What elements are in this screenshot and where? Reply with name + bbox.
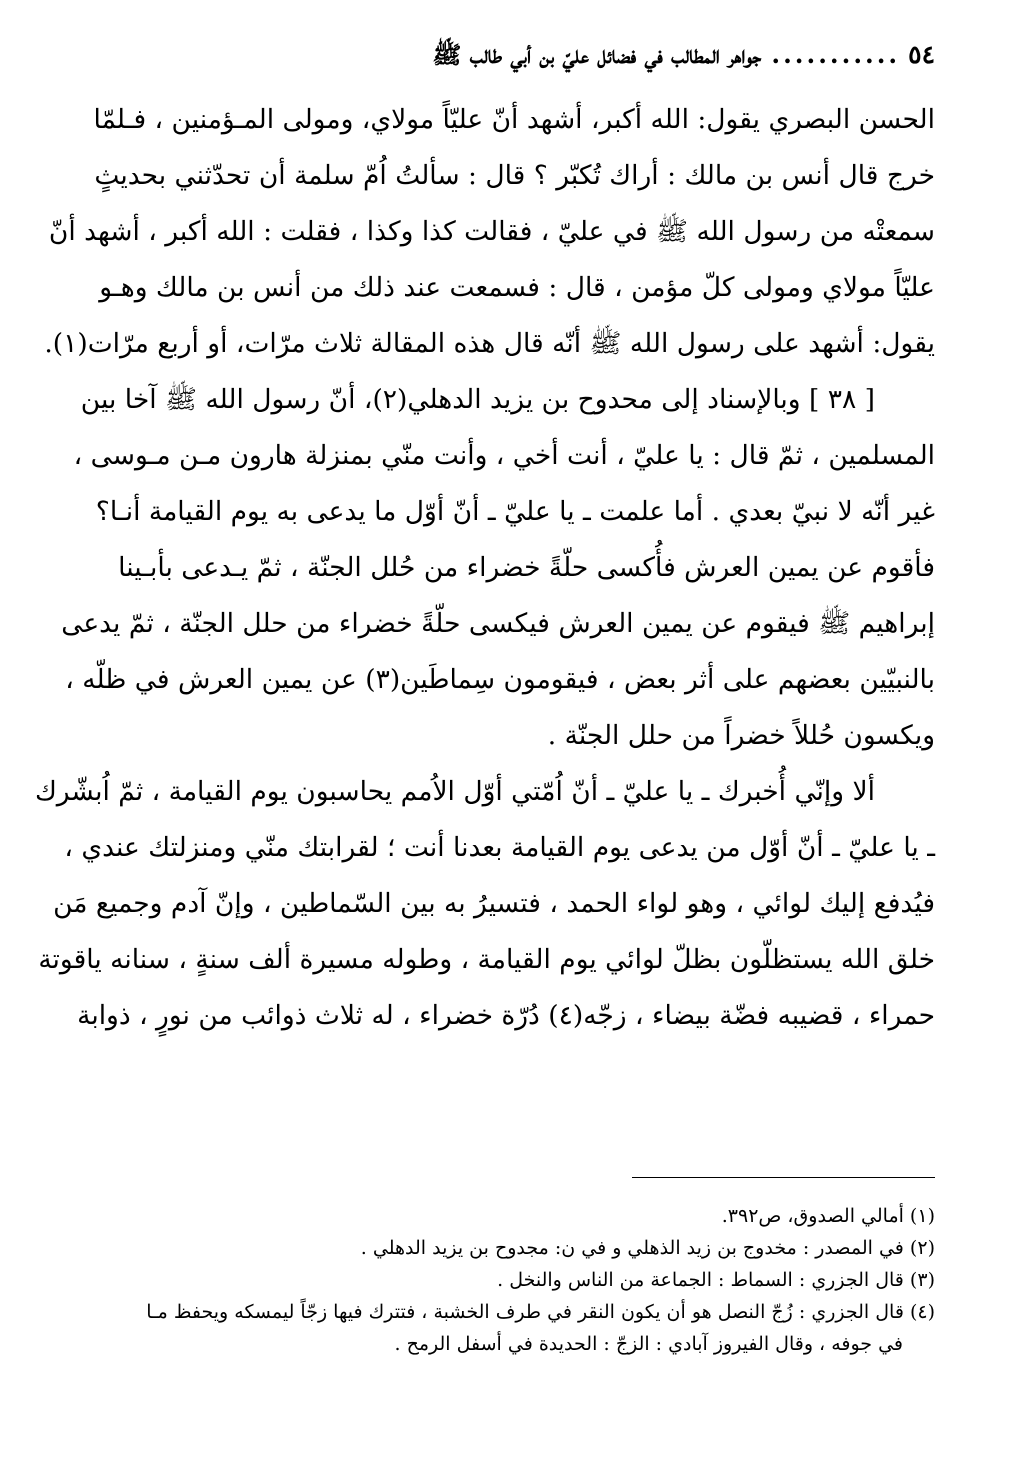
text-line: خلق الله يستظلّون بظلّ لوائي يوم القيامة ، وطوله مسيرة ألف سنةٍ ، سنانه ياقوتة	[38, 944, 935, 975]
footnote-4-continued: في جوفه ، وقال الفيروز آبادي : الزجّ : الحديدة في أسفل الرمح .	[394, 1333, 903, 1355]
text-line: يقول: أشهد على رسول الله ﷺ أنّه قال هذه المقالة ثلاث مرّات، أو أربع مرّات(١).	[44, 328, 935, 359]
text-line: فيُدفع إليك لوائي ، وهو لواء الحمد ، فتسيرُ به بين السّماطين ، وإنّ آدم وجميع مَن	[53, 888, 935, 919]
text-line: فأقوم عن يمين العرش فأُكسى حلّةً خضراء من حُلل الجنّة ، ثمّ يـدعى بأبـينا	[118, 552, 935, 583]
text-line: المسلمين ، ثمّ قال : يا عليّ ، أنت أخي ، وأنت منّي بمنزلة هارون مـن مـوسى ،	[73, 440, 935, 471]
text-line: عليّاً مولاي ومولى كلّ مؤمن ، قال : فسمعت عند ذلك من أنس بن مالك وهـو	[99, 272, 935, 303]
text-line: ـ يا عليّ ـ أنّ أوّل من يدعى يوم القيامة بعدنا أنت ؛ لقرابتك منّي ومنزلتك عندي ،	[64, 832, 935, 863]
header-dots: ...........	[771, 40, 901, 69]
text-line: سمعتْه من رسول الله ﷺ في عليّ ، فقالت كذا وكذا ، فقلت : الله أكبر ، أشهد أنّ	[48, 216, 935, 247]
text-line: إبراهيم ﷺ فيقوم عن يمين العرش فيكسى حلّةً خضراء من حلل الجنّة ، ثمّ يدعى	[61, 608, 935, 639]
text-line-paragraph-start: ألا وإنّي أُخبرك ـ يا عليّ ـ أنّ اُمّتي أوّل الاُمم يحاسبون يوم القيامة ، ثمّ اُبشّرك	[34, 776, 875, 807]
page	[34, 40, 935, 1450]
text-line: حمراء ، قضيبه فضّة بيضاء ، زجّه(٤) دُرّة خضراء ، له ثلاث ذوائب من نورٍ ، ذوابة	[77, 1000, 935, 1031]
text-line: الحسن البصري يقول: الله أكبر، أشهد أنّ عليّاً مولاي، ومولى المـؤمنين ، فـلمّا	[93, 104, 935, 135]
text-line: خرج قال أنس بن مالك : أراك تُكبّر ؟ قال : سألتُ اُمّ سلمة أن تحدّثني بحديثٍ	[94, 160, 935, 191]
footnote-3: (٣) قال الجزري : السماط : الجماعة من الناس والنخل .	[497, 1269, 935, 1291]
footnote-1: (١) أمالي الصدوق، ص٣٩٢.	[721, 1205, 935, 1227]
text-line-paragraph-start: [ ٣٨ ] وبالإسناد إلى محدوح بن يزيد الدهلي(٢)، أنّ رسول الله ﷺ آخا بين	[80, 384, 875, 415]
text-line: ويكسون حُللاً خضراً من حلل الجنّة .	[547, 720, 935, 751]
footnote-4: (٤) قال الجزري : زُجّ النصل هو أن يكون النقر في طرف الخشبة ، فتترك فيها زجّاً ليمسكه ويحفظ مـا	[146, 1301, 935, 1323]
footnotes	[95, 1200, 935, 1360]
main-text	[34, 92, 935, 1044]
footnote-2: (٢) في المصدر : مخدوج بن زيد الذهلي و في ن: مجدوح بن يزيد الدهلي .	[360, 1237, 935, 1259]
page-number: ٥٤	[908, 40, 935, 69]
text-line: غير أنّه لا نبيّ بعدي . أما علمت ـ يا عليّ ـ أنّ أوّل ما يدعى به يوم القيامة أنـا؟	[95, 496, 935, 527]
footnote-separator	[632, 1177, 935, 1178]
text-line: بالنبيّين بعضهم على أثر بعض ، فيقومون سِماطَين(٣) عن يمين العرش في ظلّه ،	[65, 664, 935, 695]
book-title: جواهر المطالب في فضائل عليّ بن أبي طالب ﷺ	[432, 40, 762, 69]
running-header	[95, 40, 935, 92]
